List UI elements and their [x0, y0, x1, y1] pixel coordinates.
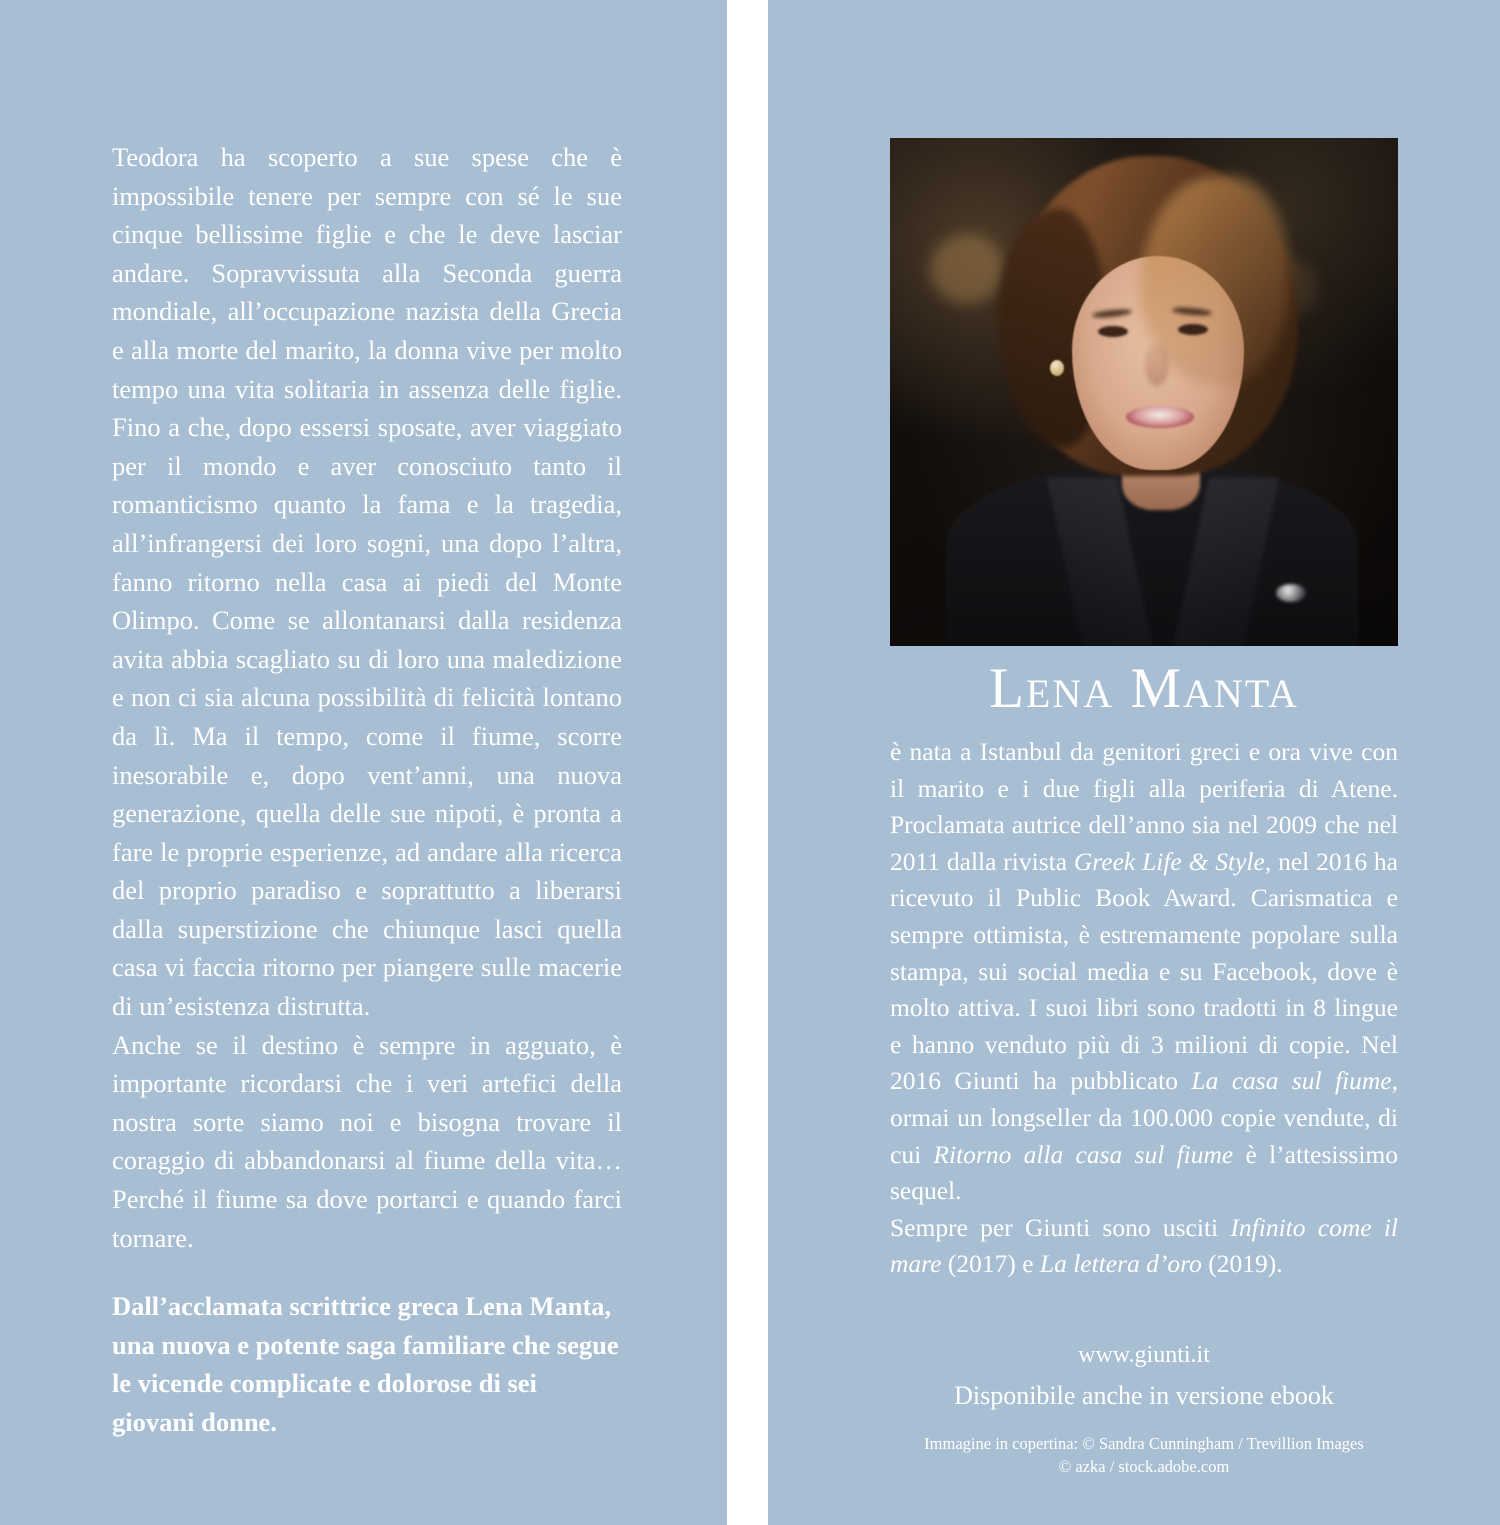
photo-mouth	[1126, 406, 1194, 428]
photo-bokeh-light	[930, 234, 1004, 304]
bio-title-italic: Infinito come il mare	[890, 1212, 1398, 1279]
blurb-highlight: Dall’acclamata scrittrice greca Lena Manta, una nuova e potente saga familiare che segue le vicende complicate e dolorose di sei giovani donne.	[112, 1291, 619, 1437]
author-bio	[890, 734, 1398, 1283]
credit-line-1: Immagine in copertina: © Sandra Cunningham / Trevillion Images	[924, 1434, 1364, 1453]
bio-text: è nata a Istanbul da genitori greci e ora vive con il marito e i due figli alla periferia di Atene. Proclamata autrice dell’anno sia nel 2009 che nel 2011 dalla rivista	[890, 737, 1398, 876]
blurb-paragraph-1: Teodora ha scoperto a sue spese che è impossibile tenere per sempre con sé le sue cinque bellissime figlie e che le deve lasciar andare. Sopravvissuta alla Seconda guerra mondiale, all’occupazione nazista della Grecia e alla morte del marito, la donna vive per molto tempo una vita solitaria in assenza delle figlie. Fino a che, dopo essersi sposate, aver viaggiato per il mondo e aver conosciuto tanto il romanticismo quanto la fama e la tragedia, all’infrangersi dei loro sogni, una dopo l’altra, fanno ritorno nella casa ai piedi del Monte Olimpo. Come se allontanarsi dalla residenza avita abbia scagliato su di loro una maledizione e non ci sia alcuna possibilità di felicità lontano da lì. Ma il tempo, come il fiume, scorre inesorabile e, dopo vent’anni, una nuova generazione, quella delle sue nipoti, è pronta a fare le proprie esperienze, ad andare alla ricerca del proprio paradiso e soprattutto a liberarsi dalla superstizione che chiunque lasci quella casa vi faccia ritorno per piangere sulle macerie di un’esistenza distrutta.	[112, 142, 622, 1022]
bio-text: Sempre per Giunti sono usciti	[890, 1212, 1231, 1242]
panel-gutter	[727, 0, 768, 1525]
bio-title-italic: La lettera d’oro	[1039, 1249, 1202, 1279]
image-credits	[890, 1432, 1398, 1478]
blurb-text-block	[112, 138, 622, 1442]
photo-brooch	[1276, 584, 1306, 602]
bio-title-italic: Greek Life & Style	[1073, 846, 1265, 876]
author-name: Lena Manta	[989, 657, 1299, 720]
bio-text: , nel 2016 ha ricevuto il Public Book Award. Carismatica e sempre ottimista, è estremamente popolare sulla stampa, sui social media e su Facebook, dove è molto attiva. I suoi libri sono tradotti in 8 lingue e hanno venduto più di 3 milioni di copie. Nel 2016 Giunti ha pubblicato	[890, 846, 1398, 1096]
bio-text: è l’attesissimo sequel.	[890, 1139, 1398, 1206]
bio-text: , ormai un longseller da 100.000 copie vendute, di cui	[890, 1066, 1398, 1169]
photo-earring	[1050, 360, 1064, 376]
bio-text: (2017) e	[941, 1249, 1040, 1279]
credit-line-2: © azka / stock.adobe.com	[1058, 1457, 1230, 1476]
bio-paragraph	[890, 734, 1398, 1210]
photo-eye-right	[1178, 324, 1208, 335]
blurb-paragraph-2: Anche se il destino è sempre in agguato, è importante ricordarsi che i veri artefici della nostra sorte siamo noi e bisogna trovare il coraggio di abbandonarsi al fiume della vita… Perché il fiume sa dove portarci e quando farci tornare.	[112, 1029, 622, 1253]
bio-text: (2019).	[1201, 1249, 1283, 1279]
photo-nose	[1145, 344, 1169, 386]
bio-title-italic: Ritorno alla casa sul fiume	[933, 1139, 1234, 1169]
footer-block	[890, 1338, 1398, 1478]
author-photo	[890, 138, 1398, 646]
bio-paragraph	[890, 1210, 1398, 1283]
publisher-website[interactable]: www.giunti.it	[1078, 1342, 1210, 1368]
photo-eye-left	[1098, 326, 1128, 337]
bio-title-italic: La casa sul fiume	[1191, 1066, 1392, 1096]
ebook-availability-note: Disponibile anche in versione ebook	[954, 1381, 1334, 1410]
